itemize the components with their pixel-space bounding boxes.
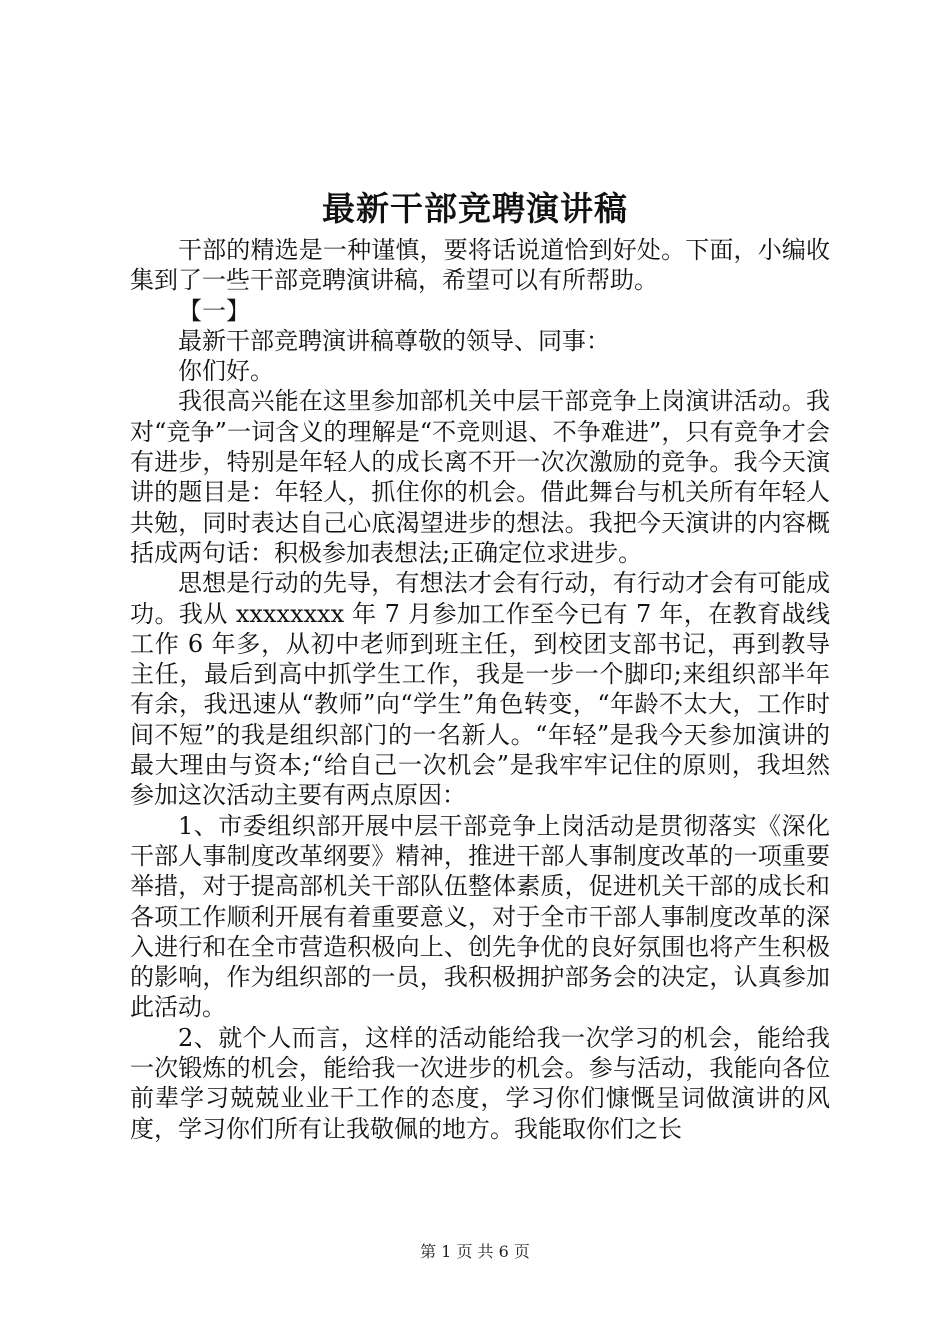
paragraph-body: 思想是行动的先导，有想法才会有行动，有行动才会有可能成功。我从 xxxxxxxx 年 7 月参加工作至今已有 7 年，在教育战线工作 6 年多，从初中老师到班主任，到校团支部书记，再到教导主任，最后到高中抓学生工作，我是一步一个脚印;来组织部半年有余，我迅速从“教师”向“学生”角色转变，“年龄不太大，工作时间不短”的我是组织部门的一名新人。“年轻”是我今天参加演讲的最大理由与资本;“给自己一次机会”是我牢牢记住的原则，我坦然参加这次活动主要有两点原因： [130, 569, 830, 810]
document-title: 最新干部竞聘演讲稿 [322, 189, 628, 228]
paragraph-reason-2: 2、就个人而言，这样的活动能给我一次学习的机会，能给我一次锻炼的机会，能给我一次进步的机会。参与活动，我能向各位前辈学习兢兢业业干工作的态度，学习你们慷慨呈词做演讲的风度，学习你们所有让我敬佩的地方。我能取你们之长 [130, 1023, 830, 1143]
paragraph-salutation: 最新干部竞聘演讲稿尊敬的领导、同事： [178, 326, 610, 355]
paragraph-intro: 干部的精选是一种谨慎，要将话说道恰到好处。下面，小编收集到了一些干部竞聘演讲稿，希望可以有所帮助。 [130, 236, 830, 295]
paragraph-body: 我很高兴能在这里参加部机关中层干部竞争上岗演讲活动。我对“竞争”一词含义的理解是“不竞则退、不争难进”，只有竞争才会有进步，特别是年轻人的成长离不开一次次激励的竞争。我今天演讲的题目是：年轻人，抓住你的机会。借此舞台与机关所有年轻人共勉，同时表达自己心底渴望进步的想法。我把今天演讲的内容概括成两句话：积极参加表想法;正确定位求进步。 [130, 387, 830, 567]
paragraph-reason-1: 1、市委组织部开展中层干部竞争上岗活动是贯彻落实《深化干部人事制度改革纲要》精神，推进干部人事制度改革的一项重要举措，对于提高部机关干部队伍整体素质，促进机关干部的成长和各项工作顺利开展有着重要意义，对于全市干部人事制度改革的深入进行和在全市营造积极向上、创先争优的良好氛围也将产生积极的影响，作为组织部的一员，我积极拥护部务会的决定，认真参加此活动。 [130, 811, 830, 1022]
document-body [130, 235, 830, 1144]
page-footer: 第 1 页 共 6 页 [420, 1242, 530, 1261]
paragraph-greeting: 你们好。 [178, 357, 274, 386]
section-heading: 【一】 [178, 296, 250, 325]
